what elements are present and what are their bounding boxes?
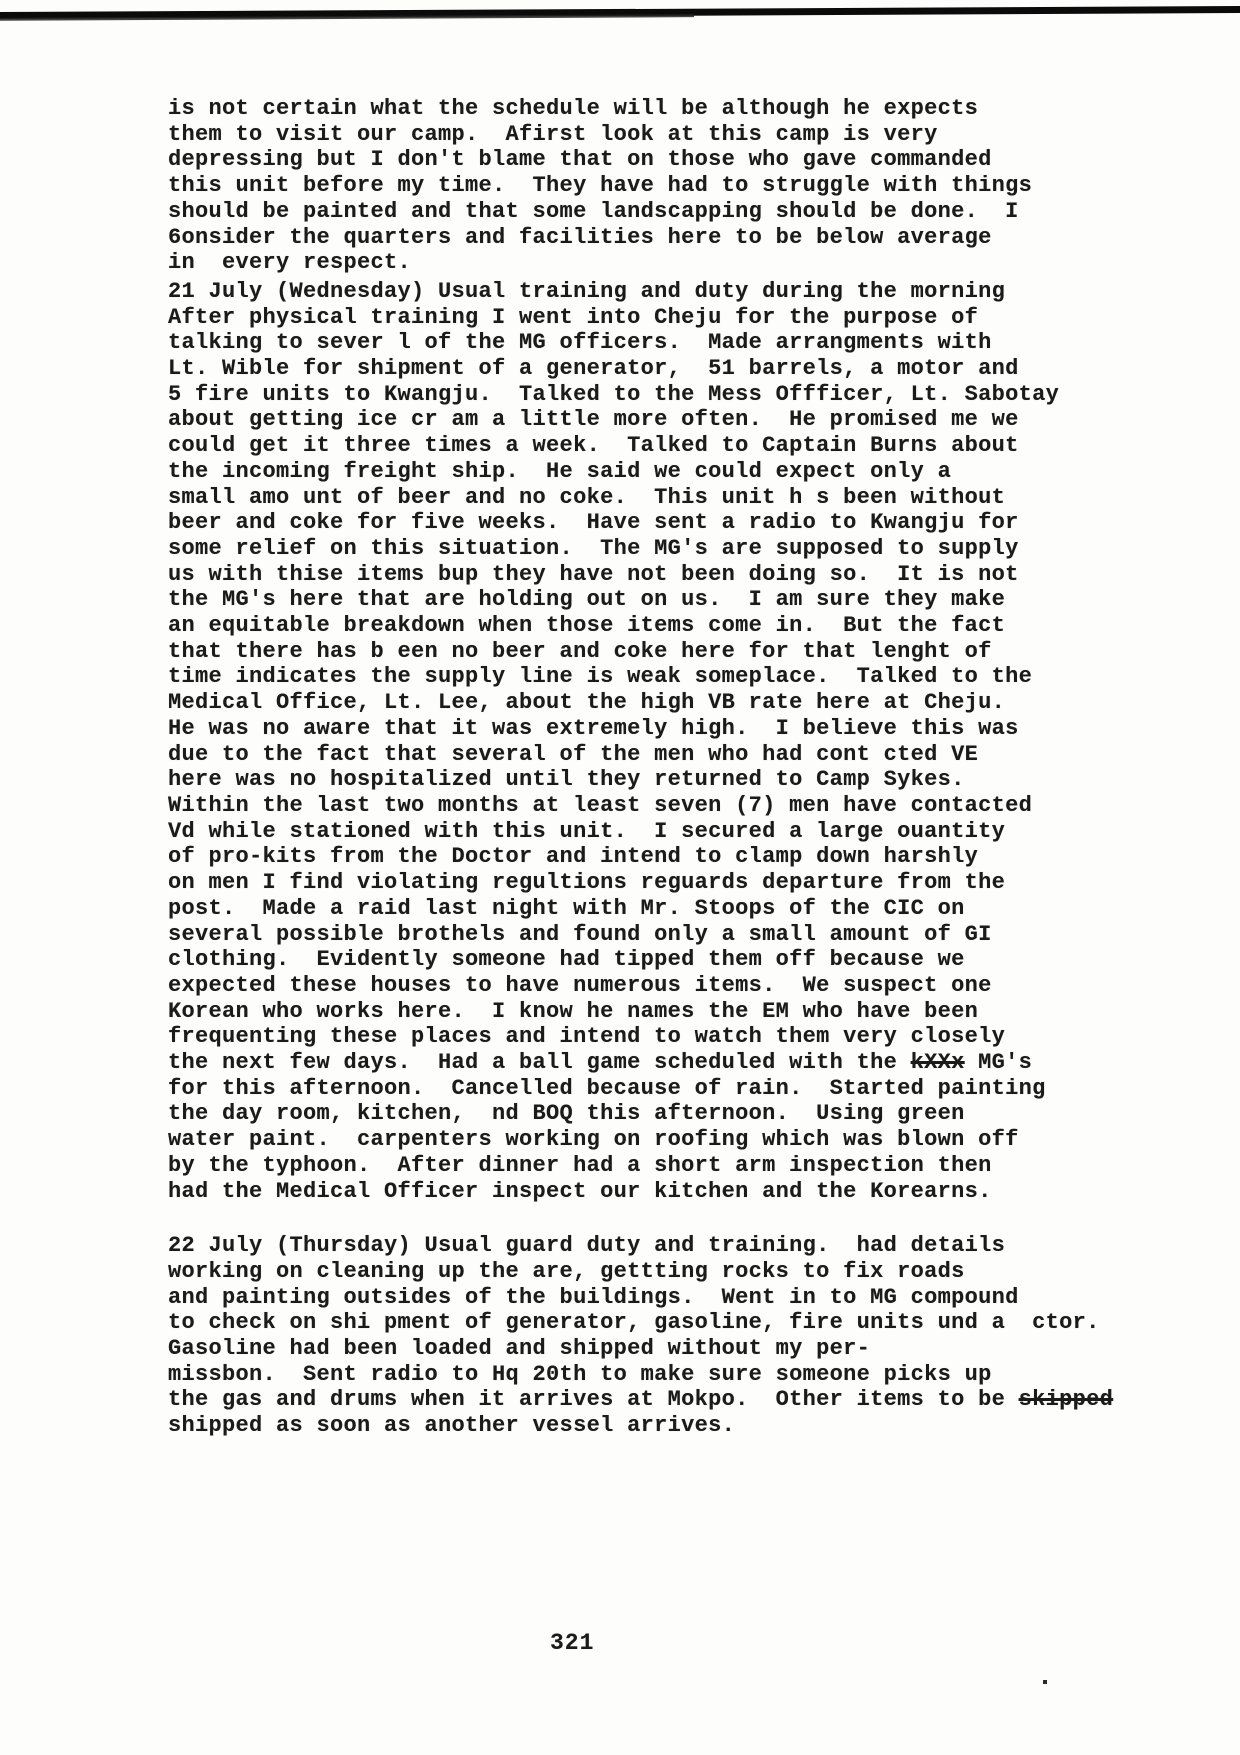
paragraph-21-july [168, 279, 1128, 1204]
text-line: 22 July (Thursday) Usual guard duty and training. had details [168, 1233, 1006, 1259]
text-line: is not certain what the schedule will be although he expects [168, 96, 979, 121]
text-line: them to visit our camp. Afirst look at this camp is very [168, 121, 938, 147]
text-line: on men I find violating regultions reguards departure from the [168, 870, 1006, 896]
text-line: time indicates the supply line is weak someplace. Talked to the [168, 664, 1033, 690]
text-line: 5 fire units to Kwangju. Talked to the Mess Offficer, Lt. Sabotay [168, 381, 1060, 407]
text-line: depressing but I don't blame that on those who gave commanded [168, 147, 992, 173]
text-line: 6onsider the quarters and facilities here to be below average [168, 224, 992, 250]
text-line: He was no aware that it was extremely high. I believe this was [168, 715, 1019, 741]
text-line: should be painted and that some landscapping should be done. I [168, 198, 1019, 224]
text-line: post. Made a raid last night with Mr. Stoops of the CIC on [168, 895, 965, 921]
text-line: talking to sever l of the MG officers. Made arrangments with [168, 330, 992, 356]
text-line: the next few days. Had a ball game scheduled with the kXXx MG's [168, 1050, 1033, 1076]
text-line: several possible brothels and found only a small amount of GI [168, 921, 992, 947]
text-line: for this afternoon. Cancelled because of rain. Started painting [168, 1075, 1046, 1101]
text-line: Gasoline had been loaded and shipped without my per- [168, 1336, 871, 1362]
text-line: Korean who works here. I know he names the EM who have been [168, 998, 979, 1024]
scan-speck [1043, 1680, 1047, 1684]
text-line: expected these houses to have numerous items. We suspect one [168, 972, 992, 998]
text-line: clothing. Evidently someone had tipped them off because we [168, 947, 965, 973]
text-line: Medical Office, Lt. Lee, about the high VB rate here at Cheju. [168, 690, 1006, 716]
struck-out-text: kXXx [910, 1050, 965, 1076]
text-line: the gas and drums when it arrives at Mokpo. Other items to be skipped [168, 1387, 1114, 1413]
text-line: by the typhoon. After dinner had a short arm inspection then [168, 1152, 992, 1178]
text-line: frequenting these places and intend to watch them very closely [168, 1024, 1006, 1050]
text-line: shipped as soon as another vessel arrives. [168, 1413, 736, 1439]
text-line: the day room, kitchen, nd BOQ this afternoon. Using green [168, 1101, 965, 1127]
text-line: Within the last two months at least seven (7) men have contacted [168, 792, 1033, 818]
text-line: After physical training I went into Cheju for the purpose of [168, 304, 979, 330]
text-line: Vd while stationed with this unit. I secured a large ouantity [168, 818, 1006, 844]
text-line: an equitable breakdown when those items come in. But the fact [168, 613, 1006, 639]
text-line: beer and coke for five weeks. Have sent a radio to Kwangju for [168, 510, 1019, 536]
text-line: here was no hospitalized until they returned to Camp Sykes. [168, 767, 965, 793]
text-line: due to the fact that several of the men who had cont cted VE [168, 741, 979, 767]
text-line: that there has b een no beer and coke here for that lenght of [168, 638, 992, 664]
text-line: about getting ice cr am a little more often. He promised me we [168, 407, 1019, 433]
text-line: the incoming freight ship. He said we could expect only a [168, 458, 952, 484]
text-line: could get it three times a week. Talked to Captain Burns about [168, 433, 1019, 459]
document-body [168, 96, 1128, 1439]
text-line: some relief on this situation. The MG's are supposed to supply [168, 535, 1019, 561]
text-line: 21 July (Wednesday) Usual training and duty during the morning [168, 278, 1006, 304]
text-line: missbon. Sent radio to Hq 20th to make sure someone picks up [168, 1361, 992, 1387]
paragraph-22-july [168, 1233, 1128, 1439]
page-number: 321 [550, 1630, 595, 1656]
text-line: in every respect. [168, 250, 412, 276]
text-line: this unit before my time. They have had to struggle with things [168, 173, 1033, 199]
text-line: working on cleaning up the are, gettting rocks to fix roads [168, 1258, 965, 1284]
paragraph-intro [168, 96, 1128, 276]
text-line: us with thise items bup they have not been doing so. It is not [168, 561, 1019, 587]
text-line: and painting outsides of the buildings. Went in to MG compound [168, 1284, 1019, 1310]
text-line: the MG's here that are holding out on us. I am sure they make [168, 587, 1006, 613]
text-line: of pro-kits from the Doctor and intend to clamp down harshly [168, 844, 979, 870]
text-line: to check on shi pment of generator, gasoline, fire units und a ctor. [168, 1310, 1100, 1336]
text-line: small amo unt of beer and no coke. This unit h s been without [168, 484, 1006, 510]
text-line: water paint. carpenters working on roofing which was blown off [168, 1127, 1019, 1153]
struck-out-text: skipped [1018, 1387, 1114, 1413]
text-line: had the Medical Officer inspect our kitchen and the Korearns. [168, 1178, 992, 1204]
text-line: Lt. Wible for shipment of a generator, 51 barrels, a motor and [168, 356, 1019, 382]
